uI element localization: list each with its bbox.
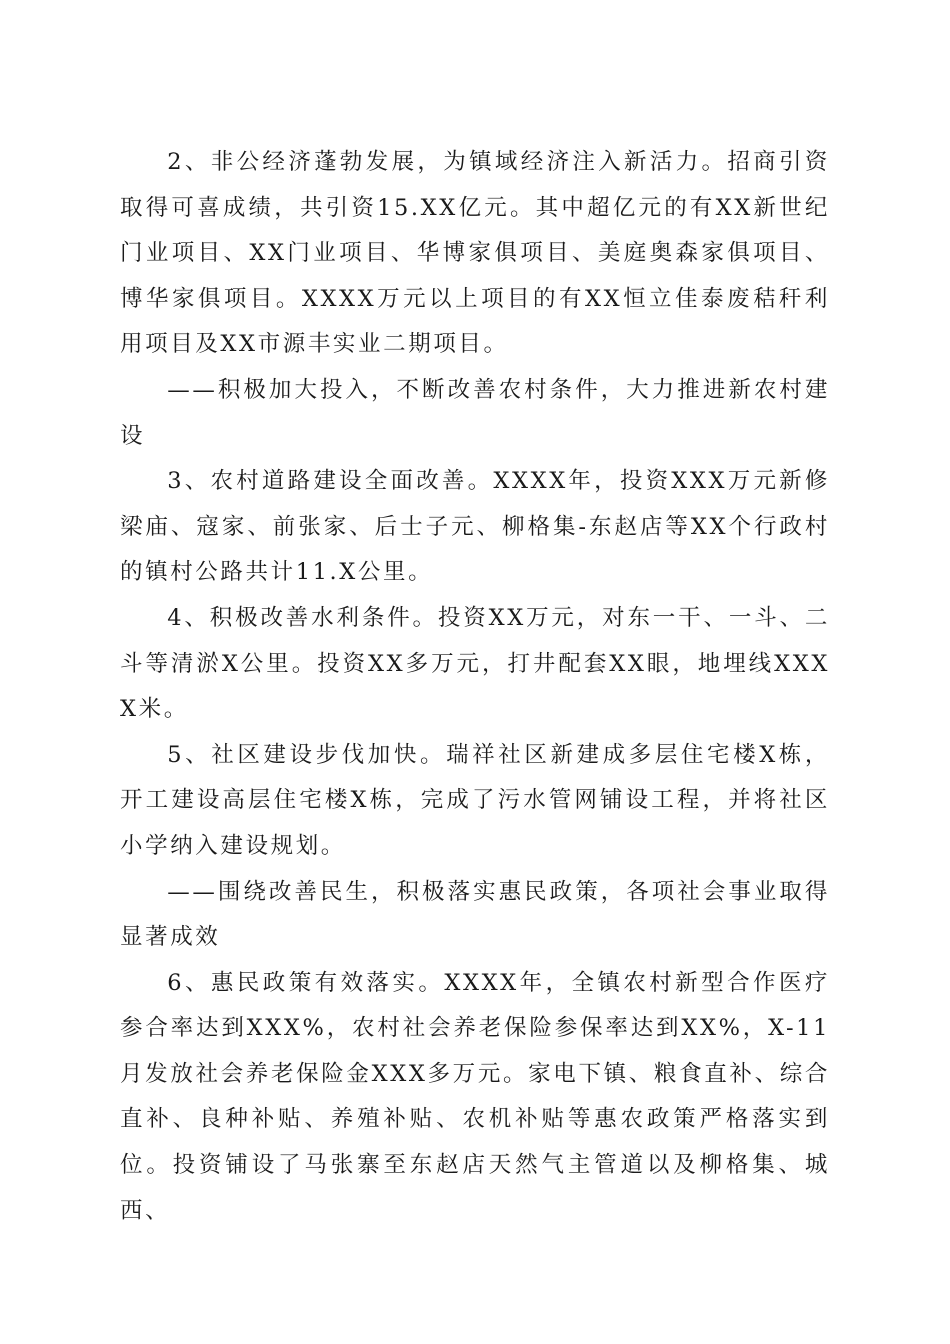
paragraph-rural-roads: 3、农村道路建设全面改善。XXXX年，投资XXX万元新修梁庙、寇家、前张家、后士子元、柳格集-东赵店等XX个行政村的镇村公路共计11.X公里。: [120, 468, 830, 586]
paragraph-community-construction: 5、社区建设步伐加快。瑞祥社区新建成多层住宅楼X栋，开工建设高层住宅楼X栋，完成了污水管网铺设工程，并将社区小学纳入建设规划。: [120, 741, 830, 859]
section-heading-rural-investment: ——积极加大投入，不断改善农村条件，大力推进新农村建设: [120, 376, 830, 449]
paragraph-benefit-policies: 6、惠民政策有效落实。XXXX年，全镇农村新型合作医疗参合率达到XXX%，农村社会养老保险参保率达到XX%，X-11月发放社会养老保险金XXX多万元。家电下镇、粮食直补、综合直补、良种补贴、养殖补贴、农机补贴等惠农政策严格落实到位。投资铺设了马张寨至东赵店天然气主管道以及柳格集、城西、: [120, 969, 830, 1224]
document-body: [120, 140, 830, 1234]
paragraph-private-economy: 2、非公经济蓬勃发展，为镇域经济注入新活力。招商引资取得可喜成绩，共引资15.XX亿元。其中超亿元的有XX新世纪门业项目、XX门业项目、华博家俱项目、美庭奥森家俱项目、博华家俱项目。XXXX万元以上项目的有XX恒立佳泰废秸秆利用项目及XX市源丰实业二期项目。: [120, 149, 830, 358]
paragraph-water-conservancy: 4、积极改善水利条件。投资XX万元，对东一干、一斗、二斗等清淤X公里。投资XX多万元，打井配套XX眼，地埋线XXXX米。: [120, 604, 830, 723]
section-heading-livelihood: ——围绕改善民生，积极落实惠民政策，各项社会事业取得显著成效: [120, 878, 830, 951]
